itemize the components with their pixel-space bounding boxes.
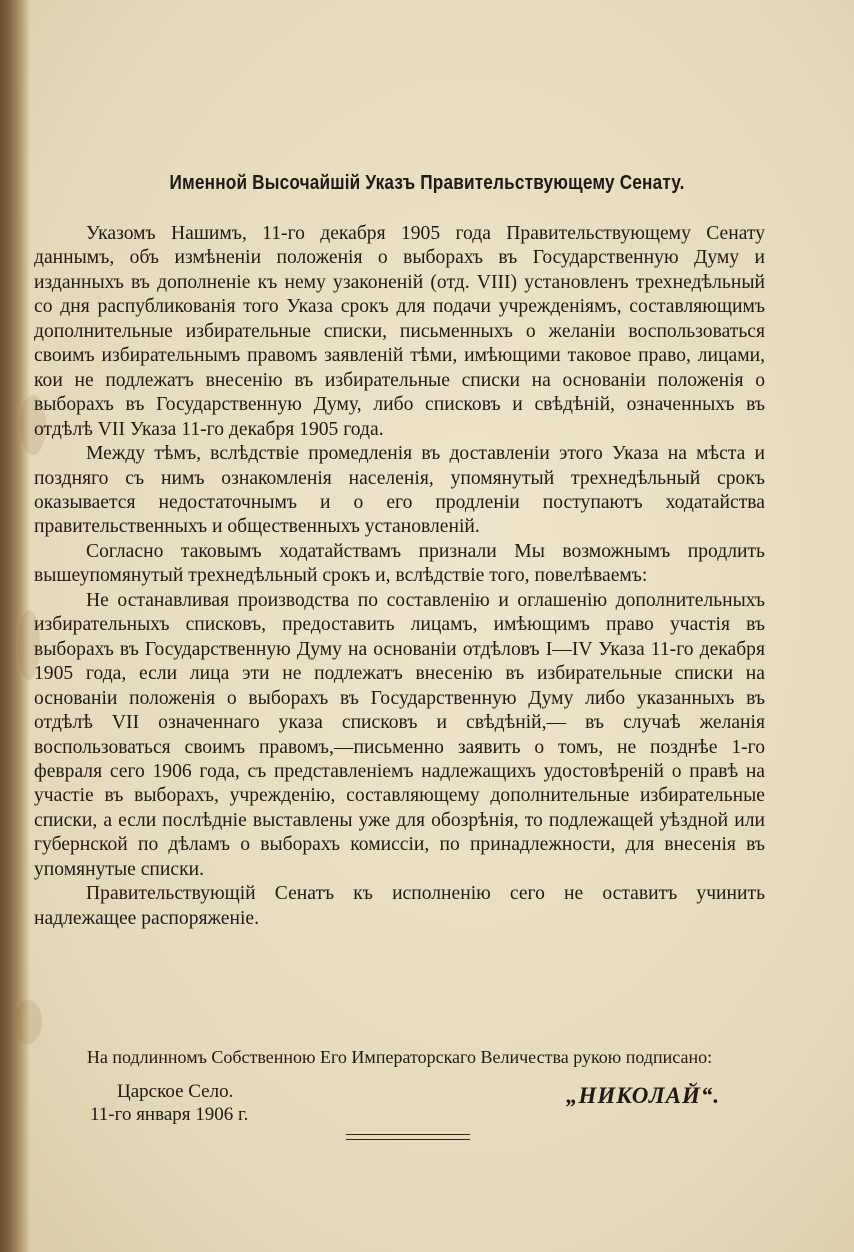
closing-rule — [346, 1139, 470, 1140]
paragraph: Согласно таковымъ ходатайствамъ признали Мы возможнымъ продлить вышеупомянутый трехнедѣльный срокъ и, вслѣдствіе того, повелѣваемъ: — [34, 540, 765, 587]
paragraph: Правительствующій Сенатъ къ исполненію сего не оставитъ учинить надлежащее распоряженіе. — [34, 883, 765, 929]
paper-stain — [14, 1000, 42, 1044]
decree-body — [34, 222, 765, 931]
date-of-signing: 11-го января 1906 г. — [90, 1104, 249, 1125]
paragraph: Между тѣмъ, вслѣдствіе промедленія въ доставленіи этого Указа на мѣста и поздняго съ нимъ ознакомленія населенія, упомянутый трехнедѣльный срокъ оказывается недостаточнымъ и о его продленіи поступаютъ ходатайства правительственныхъ и общественныхъ установленій. — [34, 443, 765, 538]
paragraph: Не останавливая производства по составленію и оглашенію дополнительныхъ избирательныхъ списковъ, предоставить лицамъ, имѣющимъ право участія въ выборахъ въ Государственную Думу на основаніи отдѣловъ I—IV Указа 11-го декабря 1905 года, если лица эти не подлежатъ внесенію въ избирательные списки на основаніи положенія о выборахъ въ Государственную Думу либо указанныхъ въ отдѣлѣ VII означеннаго указа списковъ и свѣдѣній,— въ случаѣ желанія воспользоваться своимъ правомъ,—письменно заявить о томъ, не позднѣе 1-го февраля сего 1906 года, съ представленіемъ надлежащихъ удостовѣреній о правѣ на участіе въ выборахъ, учрежденію, составляющему дополнительные избирательные списки, а если послѣдніе выставлены уже для обозрѣнія, то подлежащей уѣздной или губернской по дѣламъ о выборахъ комиссіи, по принадлежности, для внесенія въ упомянутые списки. — [34, 589, 765, 880]
closing-rule — [346, 1134, 470, 1135]
signer-name: „НИКОЛАЙ“. — [566, 1083, 721, 1108]
paragraph: Указомъ Нашимъ, 11-го декабря 1905 года Правительствующему Сенату даннымъ, объ измѣненіи положенія о выборахъ въ Государственную Думу и изданныхъ въ дополненіе къ нему узаконеній (отд. VIII) установленъ трехнедѣльный со дня распубликованія того Указа срокъ для подачи учрежденіямъ, составляющимъ дополнительные избирательные списки, письменныхъ о желаніи воспользоваться своимъ избирательнымъ правомъ заявленій тѣми, имѣющими таковое право, лицами, кои не подлежатъ внесенію въ избирательные списки на основаніи положенія о выборахъ въ Государственную Думу, либо списковъ и свѣдѣній, означенныхъ въ отдѣлѣ VII Указа 11-го декабря 1905 года. — [34, 223, 765, 440]
signature-note: На подлинномъ Собственною Его Императорскаго Величества рукою подписано: — [86, 1047, 713, 1067]
decree-title: Именной Высочайшій Указъ Правительствующему Сенату. — [169, 172, 685, 194]
place-of-signing: Царское Село. — [117, 1081, 234, 1102]
